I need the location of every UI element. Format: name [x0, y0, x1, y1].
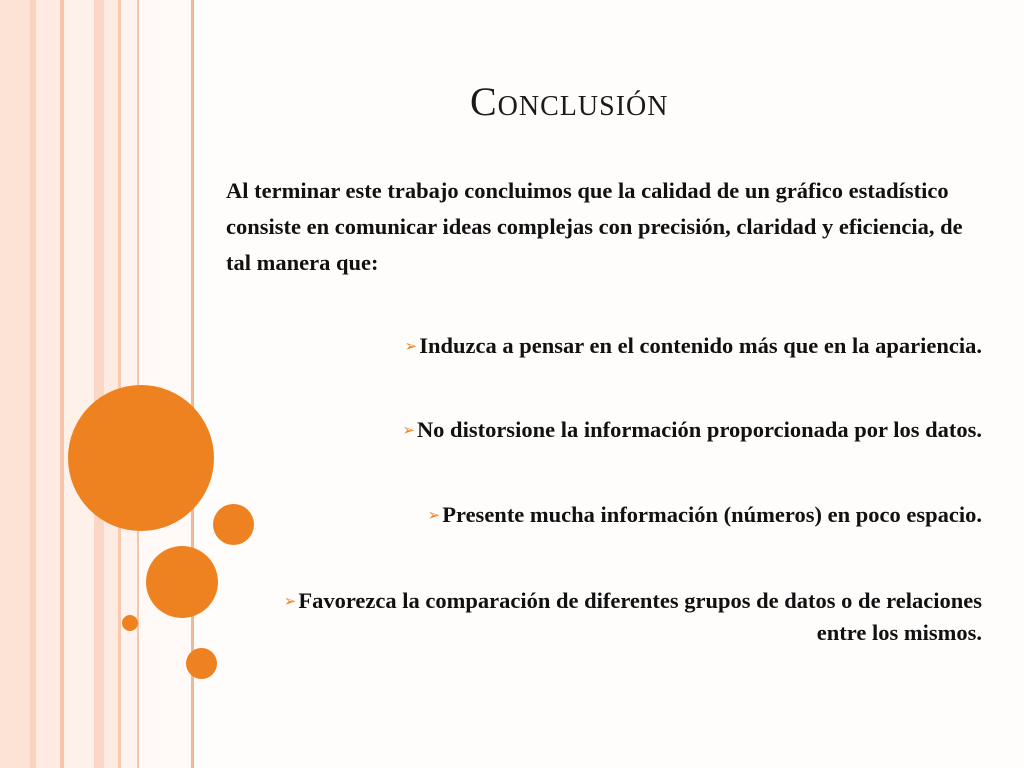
intro-paragraph: Al terminar este trabajo concluimos que la calidad de un gráfico estadístico consiste en comunicar ideas complejas con precisión, claridad y eficiencia, de tal manera que: [226, 178, 963, 275]
decorative-stripe [36, 0, 60, 768]
decorative-circle [146, 546, 218, 618]
bullet-text: Induzca a pensar en el contenido más que en la apariencia. [419, 333, 982, 358]
bullet-text: No distorsione la información proporcionada por los datos. [416, 417, 982, 442]
slide-title: Conclusión [470, 79, 669, 124]
chevron-right-icon: ➢ [283, 592, 297, 610]
decorative-stripe [104, 0, 118, 768]
chevron-right-icon: ➢ [427, 506, 441, 524]
bullet-item [232, 330, 982, 362]
decorative-stripe [121, 0, 137, 768]
decorative-stripe [64, 0, 94, 768]
bullet-text: Presente mucha información (números) en poco espacio. [442, 502, 982, 527]
decorative-circle [186, 648, 217, 679]
chevron-right-icon: ➢ [404, 337, 418, 355]
decorative-stripe [94, 0, 104, 768]
bullet-item [232, 499, 982, 531]
decorative-circle-small [122, 615, 138, 631]
bullet-text: Favorezca la comparación de diferentes grupos de datos o de relaciones entre los mismos. [298, 588, 982, 645]
chevron-right-icon: ➢ [402, 421, 415, 439]
decorative-stripe [0, 0, 30, 768]
bullet-item [232, 414, 982, 446]
bullet-item [232, 585, 982, 649]
decorative-stripe [139, 0, 191, 768]
decorative-circle-large [68, 385, 214, 531]
